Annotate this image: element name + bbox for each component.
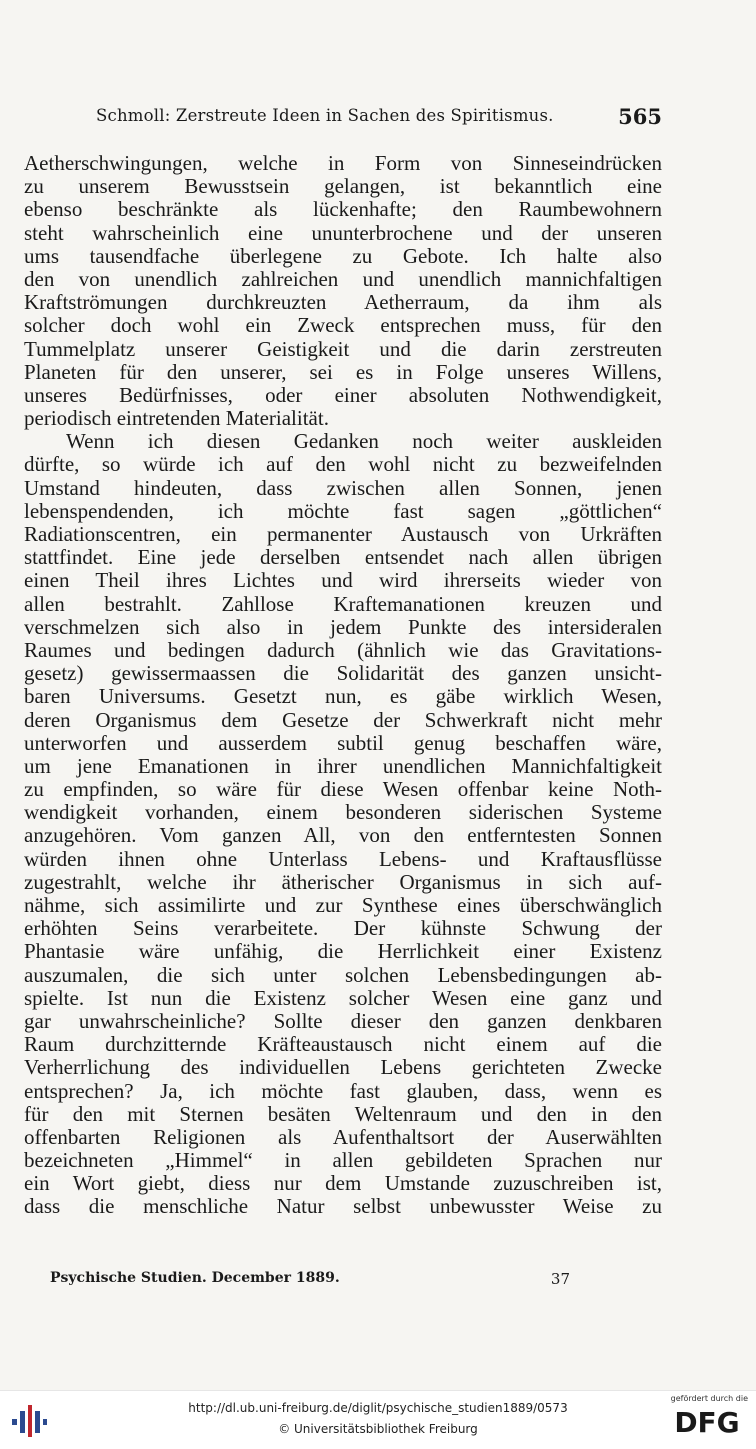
text-line: offenbarten Religionen als Aufenthaltsort der Auserwählten [24, 1125, 662, 1149]
copyright-notice: © Universitätsbibliothek Freiburg [278, 1422, 478, 1436]
page-number: 565 [618, 104, 662, 129]
text-line: Raum durchzitternde Kräfteaustausch nicht einem auf die [24, 1033, 662, 1057]
text-line: unseres Bedürfnisses, oder einer absoluten Nothwendigkeit, [24, 383, 662, 407]
text-line: unterworfen und ausserdem subtil genug beschaffen wäre, [24, 731, 662, 755]
text-line: dürfte, so würde ich auf den wohl nicht zu bezweifelnden [24, 453, 662, 477]
text-line: einen Theil ihres Lichtes und wird ihrerseits wieder von [24, 569, 662, 593]
text-line: zu empfinden, so wäre für diese Wesen offenbar keine Noth- [24, 778, 662, 802]
text-line: Kraftströmungen durchkreuzten Aetherraum, da ihm als [24, 291, 662, 315]
text-line: lebenspendenden, ich möchte fast sagen „göttlichen“ [24, 499, 662, 523]
funded-by-label: gefördert durch die [670, 1394, 748, 1403]
text-line: ein Wort giebt, diess nur dem Umstande zuzuschreiben ist, [24, 1172, 662, 1196]
text-line: baren Universums. Gesetzt nun, es gäbe wirklich Wesen, [24, 685, 662, 709]
text-line: Raumes und bedingen dadurch (ähnlich wie das Gravitations- [24, 638, 662, 662]
footer-journal: Psychische Studien. December 1889. [50, 1270, 340, 1286]
text-line: bezeichneten „Himmel“ in allen gebildeten Sprachen nur [24, 1149, 662, 1173]
text-line: Aetherschwingungen, welche in Form von Sinneseindrücken [24, 152, 662, 175]
text-line: stattfindet. Eine jede derselben entsendet nach allen übrigen [24, 546, 662, 570]
viewer-bottom-bar [0, 1390, 756, 1449]
text-line: wendigkeit vorhanden, einem besonderen siderischen Systeme [24, 801, 662, 825]
text-line: periodisch eintretenden Materialität. [24, 407, 329, 431]
text-line: deren Organismus dem Gesetze der Schwerkraft nicht mehr [24, 708, 662, 732]
text-line: solcher doch wohl ein Zweck entsprechen muss, für den [24, 314, 662, 338]
text-line: ums tausendfache überlegene zu Gebote. Ich halte also [24, 244, 662, 268]
text-line: auszumalen, die sich unter solchen Lebensbedingungen ab- [24, 963, 662, 987]
text-line: für den mit Sternen besäten Weltenraum und den in den [24, 1102, 662, 1126]
text-line: Phantasie wäre unfähig, die Herrlichkeit einer Existenz [24, 940, 662, 964]
text-line: steht wahrscheinlich eine ununterbrochene und der unseren [24, 221, 662, 245]
page-footer [50, 1270, 570, 1290]
text-line: Verherrlichung des individuellen Lebens gerichteten Zwecke [24, 1056, 662, 1080]
text-line: den von unendlich zahlreichen und unendlich mannichfaltigen [24, 267, 662, 291]
running-head [96, 104, 662, 130]
text-line: gesetz) gewissermaassen die Solidarität des ganzen unsicht- [24, 662, 662, 686]
text-line: würden ihnen ohne Unterlass Lebens- und Kraftausflüsse [24, 847, 662, 871]
text-line: zugestrahlt, welche ihr ätherischer Organismus in sich auf- [24, 870, 662, 894]
text-line: erhöhten Seins verarbeitete. Der kühnste Schwung der [24, 917, 662, 941]
text-line: nähme, sich assimilirte und zur Synthese eines überschwänglich [24, 894, 662, 917]
body-text [24, 152, 662, 1219]
text-line: allen bestrahlt. Zahllose Kraftemanationen kreuzen und [24, 592, 662, 616]
text-line: dass die menschliche Natur selbst unbewusster Weise zu [24, 1195, 662, 1219]
text-line: gar unwahrscheinliche? Sollte dieser den ganzen denkbaren [24, 1009, 662, 1033]
text-line: Umstand hindeuten, dass zwischen allen Sonnen, jenen [24, 476, 662, 500]
text-line: Wenn ich diesen Gedanken noch weiter auskleiden [66, 430, 662, 454]
footer-signature: 37 [550, 1270, 570, 1288]
dfg-logo-text: DFG [674, 1406, 740, 1437]
text-line: verschmelzen sich also in jedem Punkte des intersideralen [24, 615, 662, 639]
text-line: anzugehören. Vom ganzen All, von den entferntesten Sonnen [24, 824, 662, 848]
text-line: um jene Emanationen in ihrer unendlichen Mannichfaltigkeit [24, 754, 662, 778]
running-head-title: Schmoll: Zerstreute Ideen in Sachen des Spiritismus. [96, 106, 554, 125]
text-line: entsprechen? Ja, ich möchte fast glauben, dass, wenn es [24, 1079, 662, 1103]
text-line: ebenso beschränkte als lückenhafte; den Raumbewohnern [24, 198, 662, 222]
text-line: zu unserem Bewusstsein gelangen, ist bekanntlich eine [24, 175, 662, 199]
text-line: Tummelplatz unserer Geistigkeit und die darin zerstreuten [24, 337, 662, 361]
text-line: spielte. Ist nun die Existenz solcher Wesen eine ganz und [24, 986, 662, 1010]
permalink-url[interactable]: http://dl.ub.uni-freiburg.de/diglit/psychische_studien1889/0573 [188, 1401, 568, 1415]
text-line: Planeten für den unserer, sei es in Folge unseres Willens, [24, 360, 662, 384]
dfg-logo-icon [668, 1405, 746, 1437]
text-line: Radiationscentren, ein permanenter Austausch von Urkräften [24, 523, 662, 546]
